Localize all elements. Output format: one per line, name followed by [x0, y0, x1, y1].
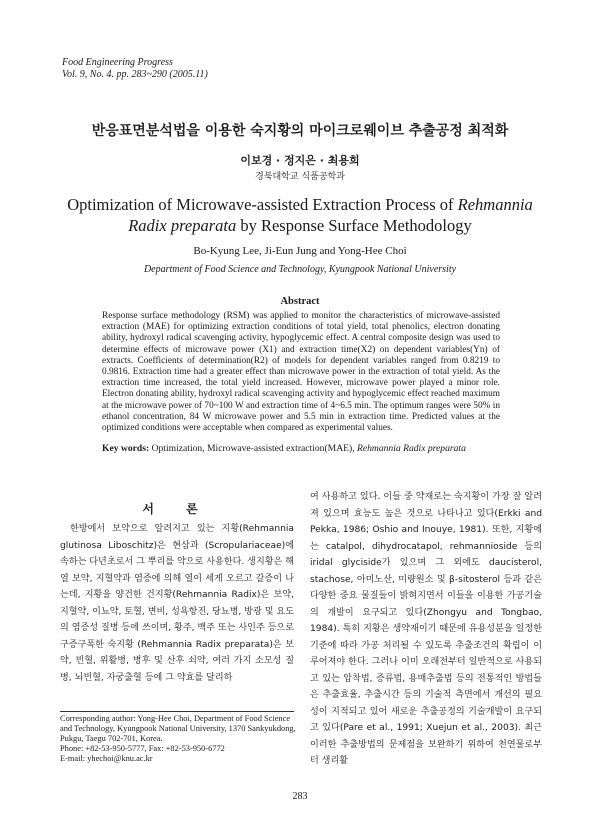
corresponding-author-footnote: [60, 714, 300, 764]
footnote-email: E-mail: yhechoi@knu.ac.kr: [60, 754, 153, 764]
journal-name: Food Engineering Progress: [62, 57, 173, 68]
journal-header: [62, 57, 208, 81]
english-authors: Bo-Kyung Lee, Ji-Eun Jung and Yong-Hee Choi: [193, 245, 407, 257]
english-title-part2: by Response Surface Methodology: [236, 216, 472, 235]
footnote-address: Corresponding author: Yong-Hee Choi, Department of Food Science and Technology, Kyungpook National University, 1370 Sankyukdong, Pukgu, Taegu 702-701, Korea.: [60, 714, 296, 744]
keywords-italic: Rehmannia Radix preparata: [357, 443, 466, 454]
korean-authors: 이보경 · 정지은 · 최용희: [240, 154, 360, 167]
english-affiliation: Department of Food Science and Technology, Kyungpook National University: [143, 264, 457, 275]
keywords-text: Optimization, Microwave-assisted extraction(MAE),: [151, 443, 357, 454]
english-title-part1: Optimization of Microwave-assisted Extraction Process of: [67, 195, 458, 214]
footnote-phone: Phone: +82-53-950-5777, Fax: +82-53-950-6772: [60, 744, 225, 754]
abstract-body: Response surface methodology (RSM) was applied to monitor the characteristics of microwave-assisted extraction (MAE) for optimizing extraction conditions of total yield, total phenolics, electron donating ability, hydroxyl radical scavenging activity, hypoglycemic effect. A central composite design was used to determine effects of microwave power (X1) and extraction time(X2) on dependent variables(Yn) of extracts. Coefficients of determination(R2) of models for dependent variables ranged from 0.8219 to 0.9816. Extraction time had a greater effect than microwave power in the extraction of total yield. As the extraction time increased, the total yield increased. However, microwave power played a minor role. Electron donating ability, hydroxyl radical scavenging activity and hypoglycemic effect reached maximum at the microwave power of 70~100 W and extraction time of 4~6.5 min. The optimum ranges were 50% in ethanol concentration, 84 W microwave power and 5.5 min in extraction time. Predicted values at the optimized conditions were acceptable when compared as experimental values.: [102, 311, 500, 434]
section-heading-introduction: 서 론: [142, 502, 212, 516]
intro-right-column: 여 사용하고 있다. 이들 중 약재로는 숙지황이 가장 잘 알려져 있으며 효능도 높은 것으로 나타나고 있다(Erkki and Pekka, 1986; Oshio and Inouye, 1981). 또한, 지황에는 catalpol, dihydrocatapol, rehmannioside 등의 iridal glyciside가 있으며 그 외에도 daucisterol, stachose, 아미노산, 미량원소 및 β-sitosterol 등과 같은 다양한 중요 물질들이 밝혀지면서 이들을 이용한 가공기술의 개발이 요구되고 있다(Zhongyu and Tongbao, 1984). 특히 지황은 생약재이기 때문에 유용성분을 일정한 기준에 따라 가공 처리될 수 있도록 추출조건의 확립이 이루어져야 한다. 그러나 이미 오래전부터 일반적으로 사용되고 있는 압착법, 증류법, 용매추출법 등의 전통적인 방법들은 추출효율, 추출시간 등의 기술적 측면에서 개선의 필요성이 지적되고 있어 새로운 추출공정의 기술개발이 요구되고 있다(Pare et al., 1991; Xuejun et al., 2003). 최근 이러한 추출방법의 문제점을 보완하기 위하여 천연물로부터 생리활: [310, 492, 542, 766]
journal-volume: Vol. 9, No. 4. pp. 283~290 (2005.11): [62, 69, 208, 80]
korean-affiliation: 경북대학교 식품공학과: [255, 172, 345, 182]
abstract-heading: Abstract: [280, 296, 320, 307]
intro-left-column: 한방에서 보약으로 알려지고 있는 지황(Rehmannia glutinosa Liboschitz)은 현삼과 (Scropulariaceae)에 속하는 다년초로서 그 뿌리를 약으로 사용한다. 생지황은 해열 보약, 지혈약과 염증에 의해 열이 세게 오르고 갈증이 나는데, 지황을 양건한 건지황(Rehmannia Radix)은 보약, 지혈약, 이뇨약, 토혈, 변비, 성욕항진, 당뇨병, 방광 및 요도의 염증성 질병 등에 쓰이며, 황주, 백주 또는 사인주 등으로 구증구폭한 숙지황 (Rehmannia Radix preparata)은 보약, 빈혈, 위활병, 병후 및 산후 쇠약, 여러 가지 소모성 질병, 뇌빈혈, 자궁출혈 등에 그 약효를 달리하: [60, 524, 294, 683]
english-title: [60, 194, 540, 236]
korean-title: 반응표면분석법을 이용한 숙지황의 마이크로웨이브 추출공정 최적화: [91, 123, 509, 139]
page-number: 283: [292, 791, 308, 802]
keywords: [102, 443, 522, 454]
keywords-label: Key words:: [102, 443, 150, 454]
footnote-divider: [60, 711, 294, 712]
english-title-italic: Rehmannia Radix preparata: [128, 195, 533, 235]
